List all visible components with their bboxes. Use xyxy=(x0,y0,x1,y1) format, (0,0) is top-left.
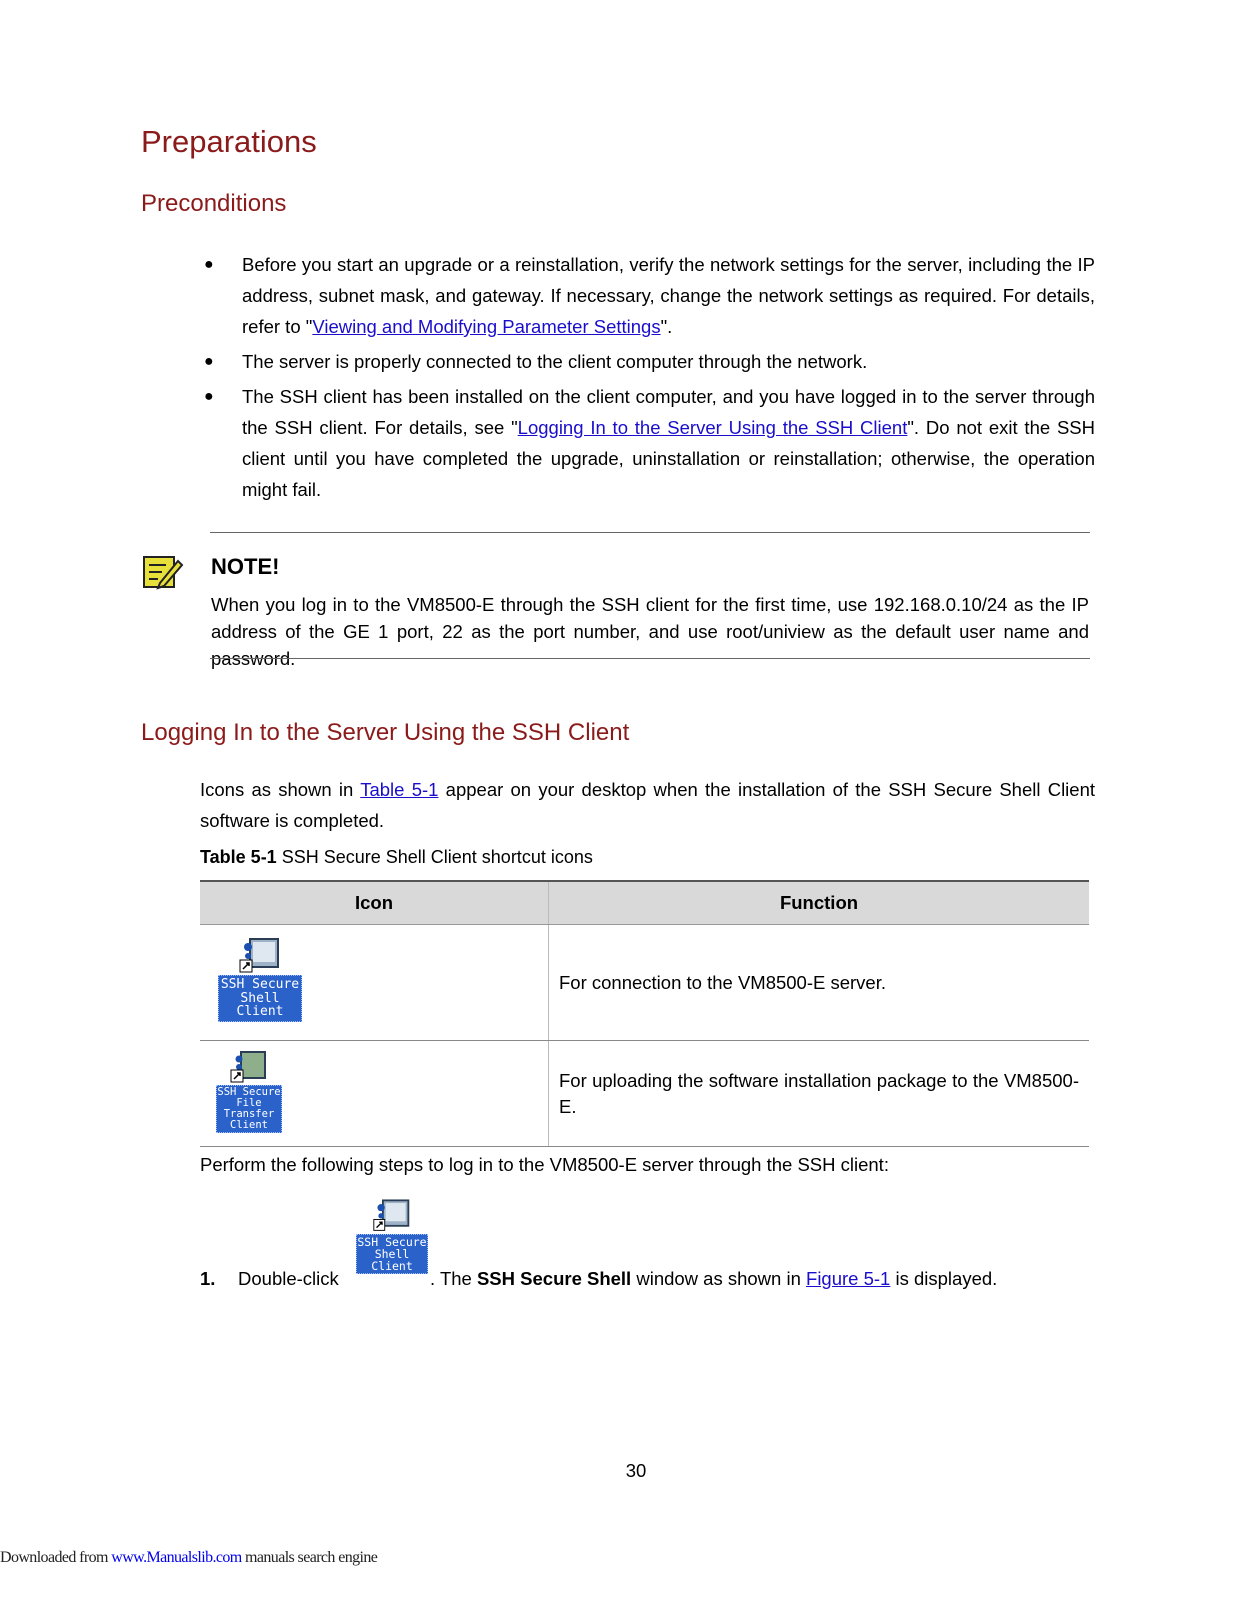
icon-cell xyxy=(200,1041,549,1147)
table-caption-text: SSH Secure Shell Client shortcut icons xyxy=(276,847,593,867)
icon-label xyxy=(218,975,302,1022)
footer-text: manuals search engine xyxy=(241,1549,378,1566)
bullet-text: ". Do not exit the SSH client until you have completed the upgrade, uninstallation or reinstallation; otherwise, the operation might fail. xyxy=(242,417,1095,500)
table-row xyxy=(200,1041,1089,1147)
note-bottom-rule xyxy=(210,658,1090,659)
section-title-preparations: Preparations xyxy=(141,124,317,159)
link-table-5-1[interactable]: Table 5-1 xyxy=(360,779,439,800)
bullet-text: The server is properly connected to the client computer through the network. xyxy=(242,351,868,372)
icon-label-line: SSH Secure xyxy=(357,1235,427,1249)
steps-intro: Perform the following steps to log in to the VM8500-E server through the SSH client: xyxy=(200,1154,889,1175)
link-viewing-modifying-parameters[interactable]: Viewing and Modifying Parameter Settings xyxy=(312,316,661,337)
preconditions-list xyxy=(200,249,1095,509)
subsection-title-preconditions: Preconditions xyxy=(141,190,287,217)
bullet-text: Before you start an upgrade or a reinstallation, verify the network settings for the server, including the IP address, subnet mask, and gateway. If necessary, change the network settings as required. For details, refer to " xyxy=(242,254,1095,337)
link-figure-5-1[interactable]: Figure 5-1 xyxy=(806,1268,891,1289)
column-header-icon: Icon xyxy=(200,881,549,925)
function-cell: For connection to the VM8500-E server. xyxy=(549,925,1090,1041)
shortcut-icons-table xyxy=(200,880,1089,1147)
step-description xyxy=(430,1263,997,1294)
step-number: 1. xyxy=(200,1268,216,1289)
list-item xyxy=(200,381,1095,505)
list-item xyxy=(200,249,1095,342)
intro-text: Icons as shown in xyxy=(200,779,361,800)
bullet-text: ". xyxy=(660,316,673,337)
file-transfer-icon xyxy=(229,1049,269,1083)
function-cell: For uploading the software installation package to the VM8500-E. xyxy=(549,1041,1090,1147)
icon-label-line: Shell xyxy=(374,1247,410,1262)
bullet-dot: ● xyxy=(204,256,214,273)
ssh-secure-shell-client-icon-inline[interactable] xyxy=(356,1196,428,1275)
icon-label-line: Client xyxy=(371,1259,413,1274)
note-text: When you log in to the VM8500-E through the SSH client for the first time, use 192.168.0.10/24 as the IP address of the GE 1 port, 22 as the port number, and use root/uniview as the default user name and password. xyxy=(211,594,1089,669)
computer-icon xyxy=(372,1196,412,1232)
bullet-text: The SSH client has been installed on the client computer, and you have logged in to the server through the SSH client. For details, see " xyxy=(242,386,1095,438)
table-caption-label: Table 5-1 xyxy=(200,847,277,867)
computer-icon xyxy=(238,935,282,973)
step-text: is displayed. xyxy=(890,1268,998,1289)
icon-label-line: File xyxy=(236,1097,262,1110)
icon-label xyxy=(356,1234,428,1274)
step-text: Double-click xyxy=(238,1268,339,1289)
ssh-secure-file-transfer-client-icon[interactable] xyxy=(216,1049,282,1133)
icon-label xyxy=(216,1085,282,1133)
note-pencil-icon xyxy=(142,553,184,591)
bullet-dot: ● xyxy=(204,353,214,370)
intro-text: appear on your desktop when the installation of the SSH Secure Shell Client software is completed. xyxy=(200,779,1096,831)
link-logging-in-ssh-client[interactable]: Logging In to the Server Using the SSH Client xyxy=(517,417,908,438)
footer-text: Downloaded from xyxy=(0,1549,112,1566)
page-number: 30 xyxy=(625,1460,647,1481)
table-row xyxy=(200,925,1089,1041)
section-title-logging-in: Logging In to the Server Using the SSH Client xyxy=(141,719,630,746)
table-header-row xyxy=(200,881,1089,925)
icon-label-line: Client xyxy=(230,1119,268,1132)
icon-label-line: SSH Secure xyxy=(217,1086,281,1098)
icon-cell xyxy=(200,925,549,1041)
table-caption xyxy=(200,847,593,868)
column-header-function: Function xyxy=(549,881,1090,925)
note-title: NOTE! xyxy=(211,554,280,579)
ssh-secure-shell-client-icon[interactable] xyxy=(218,935,302,1022)
step-text: . The xyxy=(430,1268,477,1289)
icon-label-line: Transfer xyxy=(223,1108,275,1121)
note-top-rule xyxy=(210,532,1090,533)
icon-label-line: Client xyxy=(236,1004,284,1020)
intro-paragraph xyxy=(200,774,1095,836)
download-footer xyxy=(0,1549,377,1567)
bullet-dot: ● xyxy=(204,388,214,405)
list-item xyxy=(200,346,1095,377)
icon-label-line: SSH Secure xyxy=(220,977,300,992)
manualslib-link[interactable]: www.Manualslib.com xyxy=(111,1549,242,1566)
icon-label-line: Shell xyxy=(240,990,280,1006)
step-bold-text: SSH Secure Shell xyxy=(476,1268,632,1289)
step-text: window as shown in xyxy=(631,1268,807,1289)
